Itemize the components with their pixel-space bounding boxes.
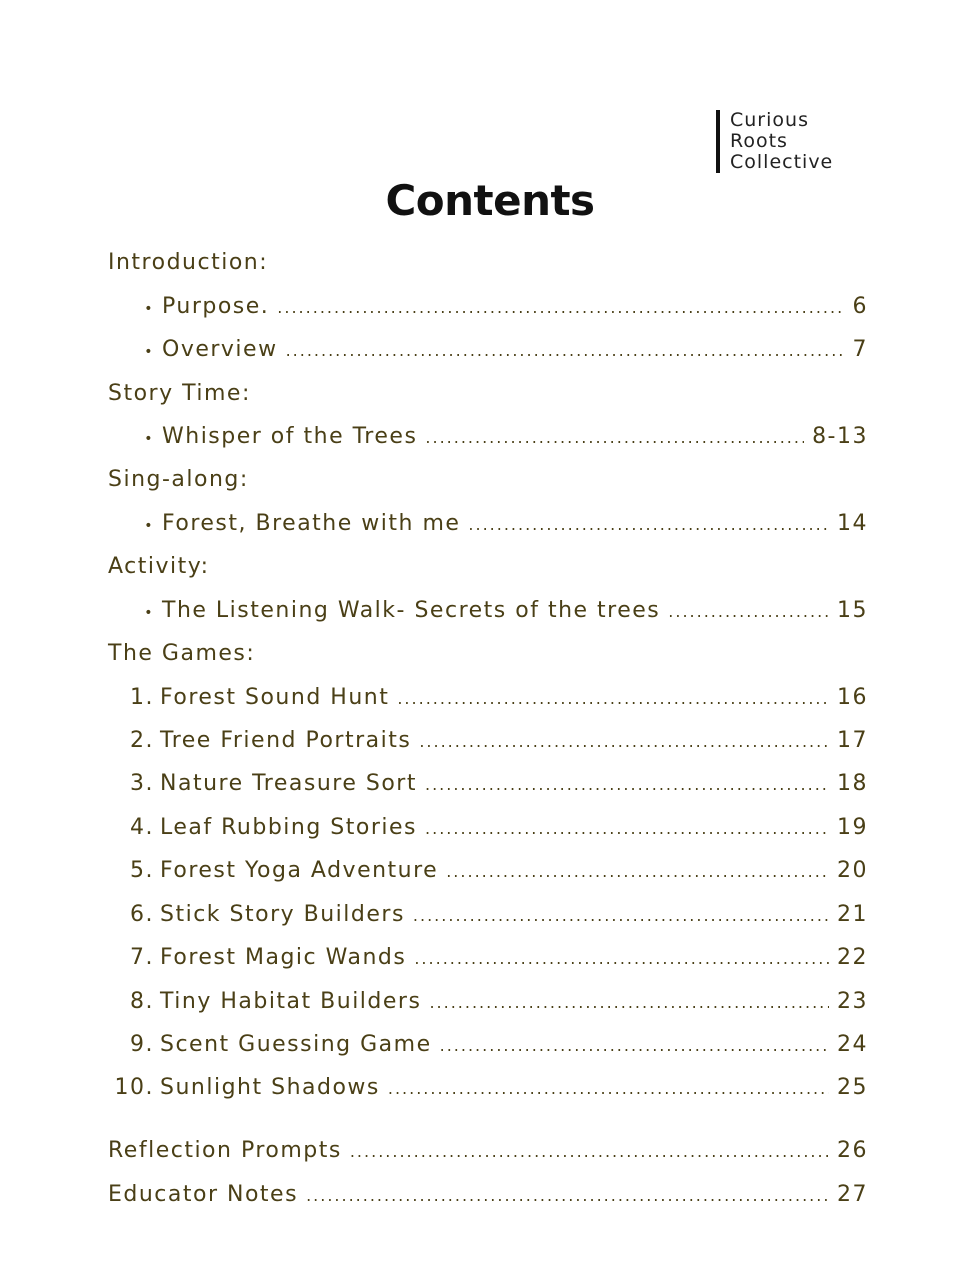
toc-entry-page: 19 xyxy=(837,815,868,840)
toc-entry-page: 17 xyxy=(837,728,868,753)
item-number: 1. xyxy=(130,685,154,710)
toc-entry-page: 6 xyxy=(852,294,868,319)
toc-entry-label: Scent Guessing Game xyxy=(160,1032,432,1057)
dot-leader xyxy=(414,944,829,974)
toc-entry-page: 27 xyxy=(837,1182,868,1207)
toc-entry-forest-breathe[interactable] xyxy=(140,509,868,539)
toc-entry-label: Overview xyxy=(162,337,278,362)
toc-entry-game-9[interactable] xyxy=(112,1030,868,1060)
section-heading-introduction: Introduction: xyxy=(108,250,269,275)
toc-entry-educator-notes[interactable] xyxy=(108,1180,868,1210)
dot-leader xyxy=(413,901,829,931)
toc-entry-game-3[interactable] xyxy=(112,769,868,799)
dot-leader xyxy=(306,1181,829,1211)
toc-entry-label: The Listening Walk- Secrets of the trees xyxy=(162,598,661,623)
brand-line: Roots xyxy=(730,130,788,152)
toc-entry-game-7[interactable] xyxy=(112,943,868,973)
toc-entry-page: 25 xyxy=(837,1075,868,1100)
bullet-icon: • xyxy=(144,344,154,360)
toc-entry-game-10[interactable] xyxy=(112,1073,868,1103)
dot-leader xyxy=(425,814,829,844)
item-number: 10. xyxy=(114,1075,154,1100)
item-number: 5. xyxy=(130,858,154,883)
section-heading-activity: Activity: xyxy=(108,554,210,579)
item-number: 9. xyxy=(130,1032,154,1057)
toc-entry-whisper-of-the-trees[interactable] xyxy=(140,422,868,452)
toc-entry-label: Sunlight Shadows xyxy=(160,1075,380,1100)
toc-entry-label: Purpose. xyxy=(162,294,270,319)
toc-entry-label: Forest Yoga Adventure xyxy=(160,858,439,883)
toc-entry-page: 22 xyxy=(837,945,868,970)
toc-entry-page: 26 xyxy=(837,1138,868,1163)
toc-entry-label: Whisper of the Trees xyxy=(162,424,418,449)
toc-entry-game-8[interactable] xyxy=(112,987,868,1017)
toc-entry-page: 21 xyxy=(837,902,868,927)
toc-entry-label: Forest Magic Wands xyxy=(160,945,407,970)
toc-entry-page: 18 xyxy=(837,771,868,796)
toc-entry-page: 23 xyxy=(837,989,868,1014)
toc-entry-label: Educator Notes xyxy=(108,1182,299,1207)
toc-entry-label: Tiny Habitat Builders xyxy=(160,989,422,1014)
toc-entry-page: 8-13 xyxy=(812,424,868,449)
toc-entry-label: Nature Treasure Sort xyxy=(160,771,417,796)
toc-entry-label: Stick Story Builders xyxy=(160,902,405,927)
brand-line: Collective xyxy=(730,151,834,173)
toc-entry-game-1[interactable] xyxy=(112,683,868,713)
item-number: 4. xyxy=(130,815,154,840)
dot-leader xyxy=(419,727,829,757)
dot-leader xyxy=(425,423,804,453)
toc-entry-label: Forest, Breathe with me xyxy=(162,511,461,536)
item-number: 7. xyxy=(130,945,154,970)
toc-entry-game-4[interactable] xyxy=(112,813,868,843)
toc-entry-game-6[interactable] xyxy=(112,900,868,930)
toc-entry-purpose[interactable] xyxy=(140,292,868,322)
toc-entry-game-2[interactable] xyxy=(112,726,868,756)
section-heading-story-time: Story Time: xyxy=(108,381,251,406)
bullet-icon: • xyxy=(144,605,154,621)
toc-entry-page: 14 xyxy=(837,511,868,536)
dot-leader xyxy=(468,510,829,540)
dot-leader xyxy=(286,336,845,366)
toc-entry-page: 15 xyxy=(837,598,868,623)
brand-line: Curious xyxy=(730,109,809,131)
dot-leader xyxy=(668,597,829,627)
item-number: 8. xyxy=(130,989,154,1014)
dot-leader xyxy=(350,1137,829,1167)
toc-entry-label: Leaf Rubbing Stories xyxy=(160,815,418,840)
section-heading-sing-along: Sing-along: xyxy=(108,467,249,492)
toc-entry-label: Forest Sound Hunt xyxy=(160,685,390,710)
bullet-icon: • xyxy=(144,301,154,317)
toc-entry-label: Reflection Prompts xyxy=(108,1138,342,1163)
page-title: Contents xyxy=(385,176,595,225)
toc-entry-page: 20 xyxy=(837,858,868,883)
toc-entry-reflection-prompts[interactable] xyxy=(108,1136,868,1166)
toc-entry-game-5[interactable] xyxy=(112,856,868,886)
toc-entry-listening-walk[interactable] xyxy=(140,596,868,626)
dot-leader xyxy=(397,684,829,714)
item-number: 3. xyxy=(130,771,154,796)
bullet-icon: • xyxy=(144,518,154,534)
dot-leader xyxy=(440,1031,829,1061)
dot-leader xyxy=(388,1074,829,1104)
dot-leader xyxy=(429,988,829,1018)
item-number: 2. xyxy=(130,728,154,753)
dot-leader xyxy=(425,770,829,800)
toc-entry-overview[interactable] xyxy=(140,335,868,365)
section-heading-games: The Games: xyxy=(108,641,256,666)
item-number: 6. xyxy=(130,902,154,927)
toc-entry-page: 16 xyxy=(837,685,868,710)
toc-entry-page: 7 xyxy=(852,337,868,362)
dot-leader xyxy=(446,857,829,887)
bullet-icon: • xyxy=(144,431,154,447)
toc-entry-label: Tree Friend Portraits xyxy=(160,728,412,753)
dot-leader xyxy=(277,293,844,323)
toc-entry-page: 24 xyxy=(837,1032,868,1057)
